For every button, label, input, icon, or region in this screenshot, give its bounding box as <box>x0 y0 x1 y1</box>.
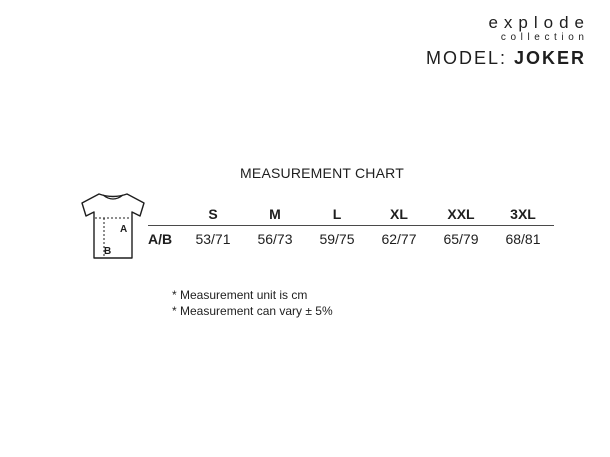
measurement-table <box>148 203 554 252</box>
size-header: XXL <box>447 206 475 222</box>
measurement-cell: 56/73 <box>257 231 293 247</box>
diagram-label-b: B <box>104 246 112 257</box>
size-header: L <box>332 206 342 222</box>
size-header: 3XL <box>510 206 536 222</box>
measurement-cell: 68/81 <box>505 231 541 247</box>
measurement-cell: 65/79 <box>443 231 479 247</box>
size-header: M <box>269 206 281 222</box>
note-variance: * Measurement can vary ± 5% <box>172 304 333 318</box>
model-prefix: MODEL: <box>425 48 507 68</box>
table-row <box>148 226 554 253</box>
model-name: JOKER <box>513 48 586 68</box>
brand-block <box>425 13 590 68</box>
size-header-row <box>148 203 554 226</box>
diagram-label-a: A <box>120 224 128 235</box>
row-label: A/B <box>148 231 173 247</box>
model-line <box>426 48 586 68</box>
header-spacer <box>148 203 182 226</box>
size-header: XL <box>390 206 408 222</box>
brand-subtitle: collection <box>500 32 589 43</box>
notes <box>172 287 333 319</box>
note-unit: * Measurement unit is cm <box>172 288 308 302</box>
measurement-cell: 53/71 <box>195 231 231 247</box>
chart-title: MEASUREMENT CHART <box>240 165 404 181</box>
measurement-cell: 62/77 <box>381 231 417 247</box>
size-header: S <box>208 206 218 222</box>
tshirt-diagram-icon <box>80 191 146 261</box>
brand-name: explode <box>488 13 590 32</box>
measurement-cell: 59/75 <box>319 231 355 247</box>
